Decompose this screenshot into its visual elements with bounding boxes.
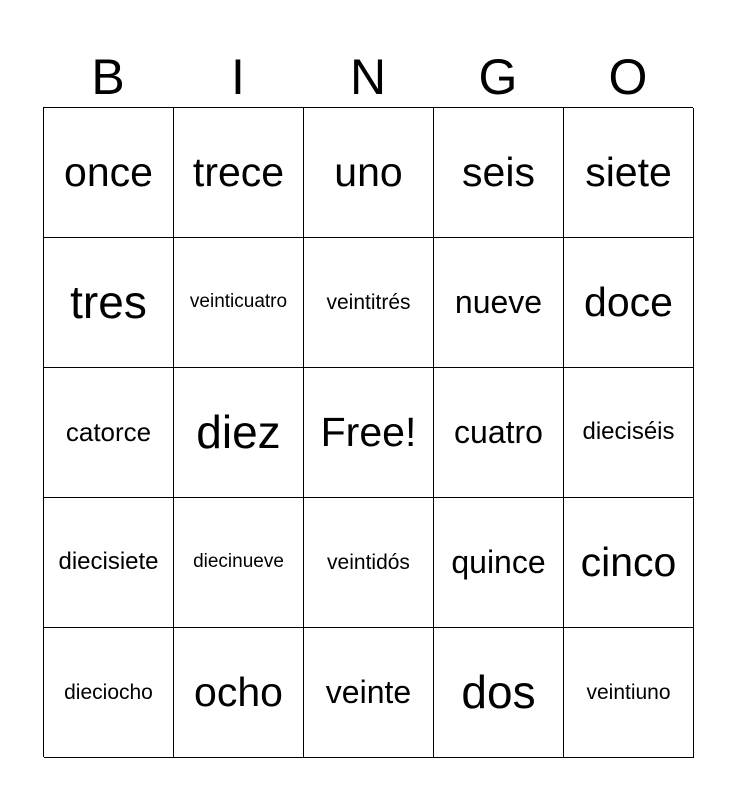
bingo-cell[interactable]: diecisiete (44, 498, 174, 628)
bingo-cell[interactable]: cuatro (434, 368, 564, 498)
bingo-cell[interactable]: seis (434, 108, 564, 238)
header-letter-b: B (91, 49, 125, 105)
free-space[interactable]: Free! (304, 368, 434, 498)
header-letter-i: I (231, 49, 245, 105)
bingo-cell[interactable]: diez (174, 368, 304, 498)
bingo-header (43, 46, 693, 108)
bingo-cell[interactable]: doce (564, 238, 694, 368)
bingo-cell[interactable]: veintiuno (564, 628, 694, 758)
bingo-cell[interactable]: once (44, 108, 174, 238)
header-letter-g: G (478, 49, 518, 105)
bingo-cell[interactable]: uno (304, 108, 434, 238)
bingo-cell[interactable]: veintitrés (304, 238, 434, 368)
bingo-cell[interactable]: veinte (304, 628, 434, 758)
bingo-cell[interactable]: cinco (564, 498, 694, 628)
bingo-cell[interactable]: quince (434, 498, 564, 628)
bingo-cell[interactable]: dos (434, 628, 564, 758)
bingo-cell[interactable]: veintidós (304, 498, 434, 628)
bingo-grid (43, 107, 693, 757)
bingo-cell[interactable]: trece (174, 108, 304, 238)
bingo-cell[interactable]: dieciocho (44, 628, 174, 758)
bingo-cell[interactable]: diecinueve (174, 498, 304, 628)
header-letter-o: O (608, 49, 648, 105)
bingo-cell[interactable]: ocho (174, 628, 304, 758)
header-letter-n: N (349, 49, 387, 105)
bingo-cell[interactable]: nueve (434, 238, 564, 368)
bingo-cell[interactable]: siete (564, 108, 694, 238)
bingo-cell[interactable]: dieciséis (564, 368, 694, 498)
bingo-cell[interactable]: veinticuatro (174, 238, 304, 368)
bingo-cell[interactable]: catorce (44, 368, 174, 498)
bingo-cell[interactable]: tres (44, 238, 174, 368)
